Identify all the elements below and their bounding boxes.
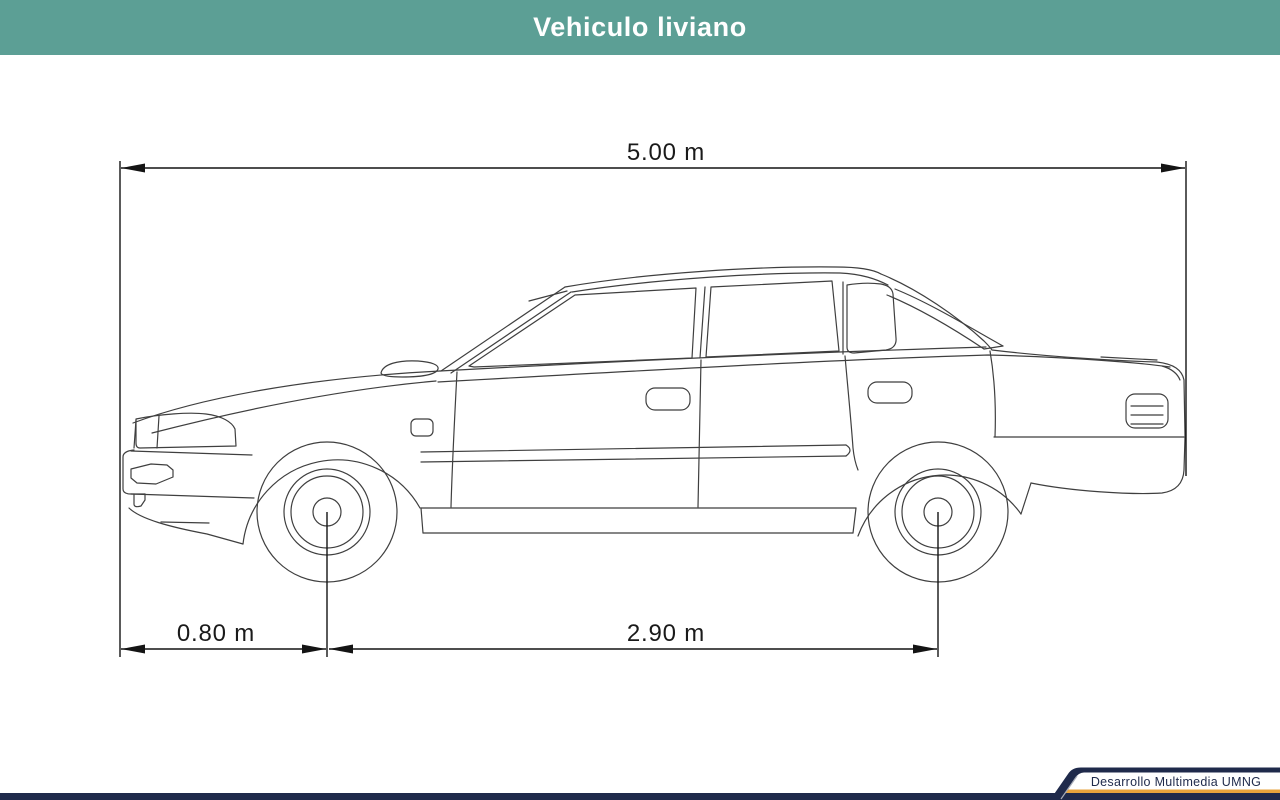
credit-text: Desarrollo Multimedia UMNG	[1090, 775, 1262, 789]
dimension-label-total-length: 5.00 m	[626, 139, 706, 166]
dimension-arrowheads	[121, 164, 1185, 654]
header-bar	[0, 0, 1280, 55]
car-side-details	[381, 347, 1170, 533]
front-wheel	[243, 442, 420, 582]
dimension-label-wheelbase: 2.90 m	[626, 620, 706, 647]
rear-wheel	[858, 442, 1021, 582]
car-drawing	[123, 267, 1185, 582]
footer-gold-stripe	[1062, 790, 1280, 794]
footer	[0, 754, 1280, 800]
dimension-lines	[120, 161, 1186, 657]
page-title: Vehiculo liviano	[533, 12, 747, 42]
car-front	[123, 371, 440, 544]
footer-bottom-bar	[0, 793, 1280, 800]
dimension-label-front-overhang: 0.80 m	[176, 620, 256, 647]
dimension-labels	[177, 139, 705, 647]
